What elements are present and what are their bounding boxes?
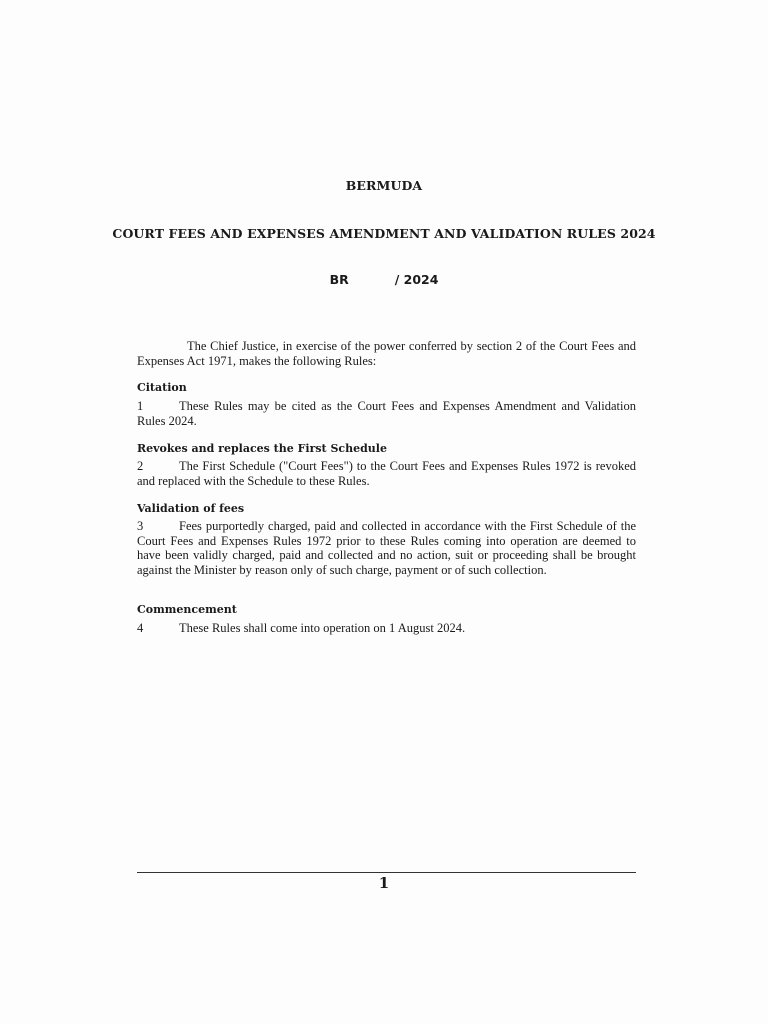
section-text: The First Schedule ("Court Fees") to the Court Fees and Expenses Rules 1972 is revoked and replaced with the Schedule to these Rules. xyxy=(137,459,636,488)
section-number: 2 xyxy=(137,459,144,473)
section-paragraph-citation xyxy=(137,399,636,428)
section-number: 4 xyxy=(137,621,144,635)
preamble-paragraph: The Chief Justice, in exercise of the power conferred by section 2 of the Court Fees and Expenses Act 1971, makes the following Rules: xyxy=(137,339,636,368)
country-heading: BERMUDA xyxy=(345,178,423,193)
section-text: Fees purportedly charged, paid and collected in accordance with the First Schedule of the Court Fees and Expenses Rules 1972 prior to these Rules coming into operation are deemed to have been validly charged, paid and collected and no action, suit or proceeding shall be brought against the Minister by reason only of such charge, payment or of such collection. xyxy=(137,519,636,577)
br-suffix: / 2024 xyxy=(394,272,439,287)
page-number: 1 xyxy=(378,874,390,892)
section-paragraph-commencement xyxy=(137,621,636,636)
document-title: COURT FEES AND EXPENSES AMENDMENT AND VALIDATION RULES 2024 xyxy=(112,226,656,241)
section-heading-validation: Validation of fees xyxy=(137,502,245,515)
section-text: These Rules shall come into operation on 1 August 2024. xyxy=(179,621,466,635)
section-paragraph-revokes xyxy=(137,459,636,488)
section-number: 1 xyxy=(137,399,144,413)
section-heading-commencement: Commencement xyxy=(137,603,237,616)
section-text: These Rules may be cited as the Court Fees and Expenses Amendment and Validation Rules 2024. xyxy=(137,399,636,428)
br-prefix: BR xyxy=(329,272,349,287)
section-number: 3 xyxy=(137,519,144,533)
br-number xyxy=(0,272,768,287)
section-heading-revokes: Revokes and replaces the First Schedule xyxy=(137,442,387,455)
footer-divider xyxy=(137,872,636,873)
section-paragraph-validation xyxy=(137,519,636,577)
section-heading-citation: Citation xyxy=(137,381,187,394)
